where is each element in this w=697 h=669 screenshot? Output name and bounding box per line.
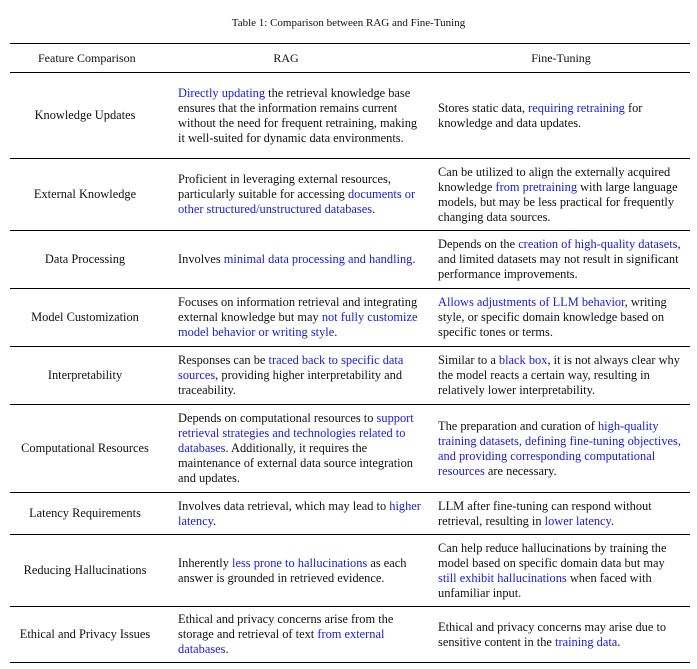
highlighted-text: support retrieval strategies and technologies related to databases (178, 411, 414, 455)
feature-cell: Model Customization (10, 289, 170, 347)
feature-cell: Computational Resources (10, 405, 170, 493)
cell-text: . (610, 513, 615, 528)
table-row (10, 159, 690, 231)
highlighted-text: from pretraining (495, 179, 578, 194)
cell-text: . (372, 202, 376, 216)
fine-tuning-cell (432, 73, 690, 159)
table-row (10, 289, 690, 347)
cell-text: are necessary. (484, 463, 557, 478)
fine-tuning-cell (432, 347, 690, 405)
fine-tuning-cell (432, 289, 690, 347)
feature-cell: Ethical and Privacy Issues (10, 607, 170, 663)
cell-text: . (225, 642, 229, 656)
header-rag: RAG (170, 44, 432, 73)
highlighted-text: traced back to specific data sources (178, 353, 404, 382)
feature-cell: Reducing Hallucinations (10, 535, 170, 607)
cell-text: . (617, 634, 621, 649)
table-row (10, 607, 690, 663)
cell-text: Depends on computational resources to (178, 411, 377, 425)
fine-tuning-cell (432, 405, 690, 493)
table-row (10, 535, 690, 607)
fine-tuning-cell (432, 607, 690, 663)
highlighted-text: less prone to hallucinations (232, 555, 368, 570)
highlighted-text: Allows adjustments of LLM behavior (438, 295, 625, 309)
table-body (10, 73, 690, 663)
highlighted-text: training data (555, 634, 618, 649)
table-caption: Table 1: Comparison between RAG and Fine-Tuning (231, 17, 466, 29)
table-row (10, 405, 690, 493)
rag-cell (170, 405, 432, 493)
cell-text: Similar to a (438, 353, 499, 367)
cell-text: Inherently (178, 555, 233, 570)
highlighted-text: documents or other structured/unstructured databases (178, 187, 416, 216)
feature-cell: Data Processing (10, 231, 170, 289)
rag-cell (170, 535, 432, 607)
cell-text: Can be utilized to align the externally acquired knowledge (438, 164, 671, 194)
rag-cell (170, 289, 432, 347)
highlighted-text: Directly updating (178, 85, 266, 100)
cell-text: Responses can be (178, 353, 269, 367)
cell-text: The preparation and curation of (438, 418, 598, 433)
rag-cell (170, 607, 432, 663)
cell-text: , providing higher interpretability and traceability. (178, 368, 403, 397)
cell-text: . (412, 252, 416, 266)
cell-text: Focuses on information retrieval and integrating external knowledge but may (178, 295, 418, 324)
cell-text: . (212, 513, 217, 528)
cell-text: Depends on the (438, 237, 519, 251)
cell-text: , and limited datasets may not result in significant performance improvements. (438, 237, 681, 281)
highlighted-text: requiring retraining (528, 100, 625, 115)
fine-tuning-cell (432, 159, 690, 231)
highlighted-text: lower latency (544, 513, 611, 528)
cell-text: as each answer is grounded in retrieved evidence. (178, 555, 407, 585)
rag-cell (170, 231, 432, 289)
highlighted-text: minimal data processing and handling (223, 252, 413, 266)
cell-text: Involves (178, 252, 224, 266)
cell-text: , writing style, or specific domain knowledge based on specific tones or terms. (438, 295, 667, 339)
cell-text: . (334, 325, 338, 339)
cell-text: Stores static data, (438, 100, 529, 115)
highlighted-text: from external databases (178, 627, 385, 656)
feature-cell: Interpretability (10, 347, 170, 405)
header-feature-comparison: Feature Comparison (10, 44, 170, 73)
cell-text: , it is not always clear why the model reacts a certain way, resulting in relatively lower interpretability. (438, 353, 680, 397)
fine-tuning-cell (432, 493, 690, 535)
header-fine-tuning: Fine-Tuning (432, 44, 690, 73)
table-row (10, 73, 690, 159)
cell-text: Can help reduce hallucinations by training the model based on specific domain data but may (438, 540, 667, 570)
highlighted-text: higher latency (178, 498, 421, 528)
table-row (10, 347, 690, 405)
feature-cell: Knowledge Updates (10, 73, 170, 159)
cell-text: Ethical and privacy concerns arise from the storage and retrieval of text (178, 612, 394, 641)
fine-tuning-cell (432, 535, 690, 607)
rag-cell (170, 159, 432, 231)
cell-text: when faced with unfamiliar input. (438, 570, 652, 600)
cell-text: Proficient in leveraging external resources, particularly suitable for accessing (178, 172, 391, 201)
table-row (10, 493, 690, 535)
highlighted-text: still exhibit hallucinations (438, 570, 567, 585)
cell-text: Ethical and privacy concerns may arise due to sensitive content in the (438, 619, 667, 649)
feature-cell: Latency Requirements (10, 493, 170, 535)
rag-cell (170, 493, 432, 535)
fine-tuning-cell (432, 231, 690, 289)
cell-text: with large language models, but may be less practical for frequently changing data sources. (438, 179, 678, 224)
highlighted-text: not fully customize model behavior or writing style (178, 310, 418, 339)
table-row (10, 231, 690, 289)
cell-text: the retrieval knowledge base ensures that the information remains current without the need for frequent retraining, making it well-suited for dynamic data environments. (178, 85, 418, 145)
highlighted-text: high-quality training datasets, defining fine-tuning objectives, and providing corresponding computational resources (438, 418, 681, 478)
feature-cell: External Knowledge (10, 159, 170, 231)
rag-cell (170, 347, 432, 405)
cell-text: . Additionally, it requires the maintenance of external data source integration and updates. (178, 441, 413, 485)
cell-text: Involves data retrieval, which may lead to (178, 498, 390, 513)
cell-text: LLM after fine-tuning can respond without retrieval, resulting in (438, 498, 652, 528)
highlighted-text: black box (498, 353, 548, 367)
cell-text: for knowledge and data updates. (438, 100, 643, 130)
header-row (10, 44, 690, 73)
highlighted-text: creation of high-quality datasets (518, 237, 678, 251)
rag-cell (170, 73, 432, 159)
comparison-table (10, 43, 690, 663)
